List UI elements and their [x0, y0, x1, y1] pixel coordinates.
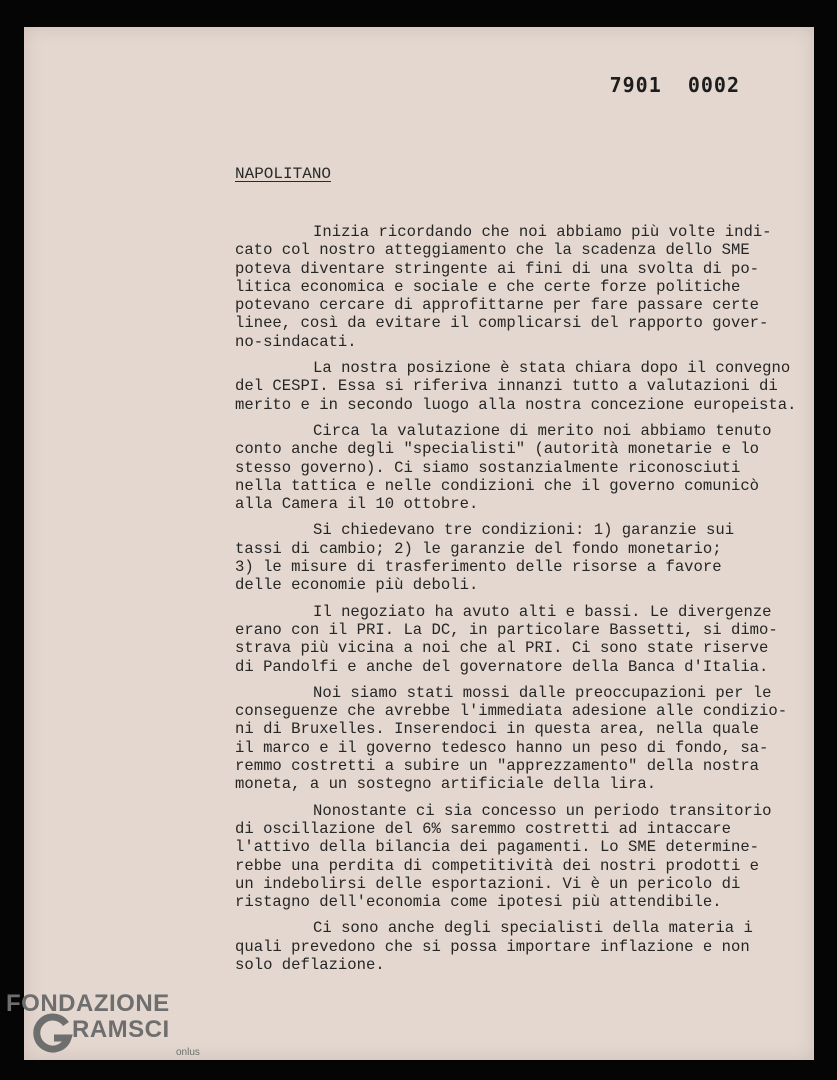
paragraph: Noi siamo stati mossi dalle preoccupazioni per le conseguenze che avrebbe l'immediata adesione alle condizio- ni di Bruxelles. Inserendoci in questa area, nella quale il marco e il governo tedesco hanno un peso di fondo, sa- remmo costretti a subire un "apprezzamento" della nostra moneta, a un sostegno artificiale della lira.	[235, 683, 788, 794]
paragraph: Inizia ricordando che noi abbiamo più volte indi- cato col nostro atteggiamento che la scadenza dello SME poteva diventare stringente ai fini di una svolta di po- litica economica e sociale e che certe forze politiche potevano cercare di approfittarne per fare passare certe linee, così da evitare il complicarsi del rapporto gover- no-sindacati.	[235, 223, 772, 351]
document-page	[24, 27, 814, 1060]
document-body	[235, 223, 820, 982]
document-number: 7901 0002	[609, 73, 740, 97]
page-title: NAPOLITANO	[235, 165, 332, 183]
paragraph: Circa la valutazione di merito noi abbiamo tenuto conto anche degli "specialisti" (autorità monetarie e lo stesso governo). Ci siamo sostanzialmente riconosciuti nella tattica e nelle condizioni che il governo comunicò alla Camera il 10 ottobre.	[235, 421, 772, 514]
paragraph: Si chiedevano tre condizioni: 1) garanzie sui tassi di cambio; 2) le garanzie del fondo monetario; 3) le misure di trasferimento delle risorse a favore delle economie più deboli.	[235, 521, 735, 595]
paragraph: La nostra posizione è stata chiara dopo il convegno del CESPI. Essa si riferiva innanzi tutto a valutazioni di merito e in secondo luogo alla nostra concezione europeista.	[235, 359, 797, 414]
watermark-line2: RAMSCI	[72, 1016, 170, 1043]
watermark-suffix: onlus	[176, 1047, 200, 1058]
paragraph: Il negoziato ha avuto alti e bassi. Le divergenze erano con il PRI. La DC, in particolare Bassetti, si dimo- strava più vicina a noi che al PRI. Ci sono state riserve di Pandolfi e anche del governatore della Banca d'Italia.	[235, 602, 778, 676]
fondazione-gramsci-watermark	[0, 985, 220, 1075]
watermark-line1: FONDAZIONE	[6, 990, 170, 1017]
paragraph: Nonostante ci sia concesso un periodo transitorio di oscillazione del 6% saremmo costretti ad intaccare l'attivo della bilancia dei pagamenti. Lo SME determine- rebbe una perdita di competitività dei nostri prodotti e un indebolirsi delle esportazioni. Vi è un pericolo di ristagno dell'economia come ipotesi più attendibile.	[235, 801, 772, 912]
g-logo-icon	[32, 1012, 74, 1059]
paragraph: Ci sono anche degli specialisti della materia i quali prevedono che si possa importare inflazione e non solo deflazione.	[235, 919, 753, 974]
